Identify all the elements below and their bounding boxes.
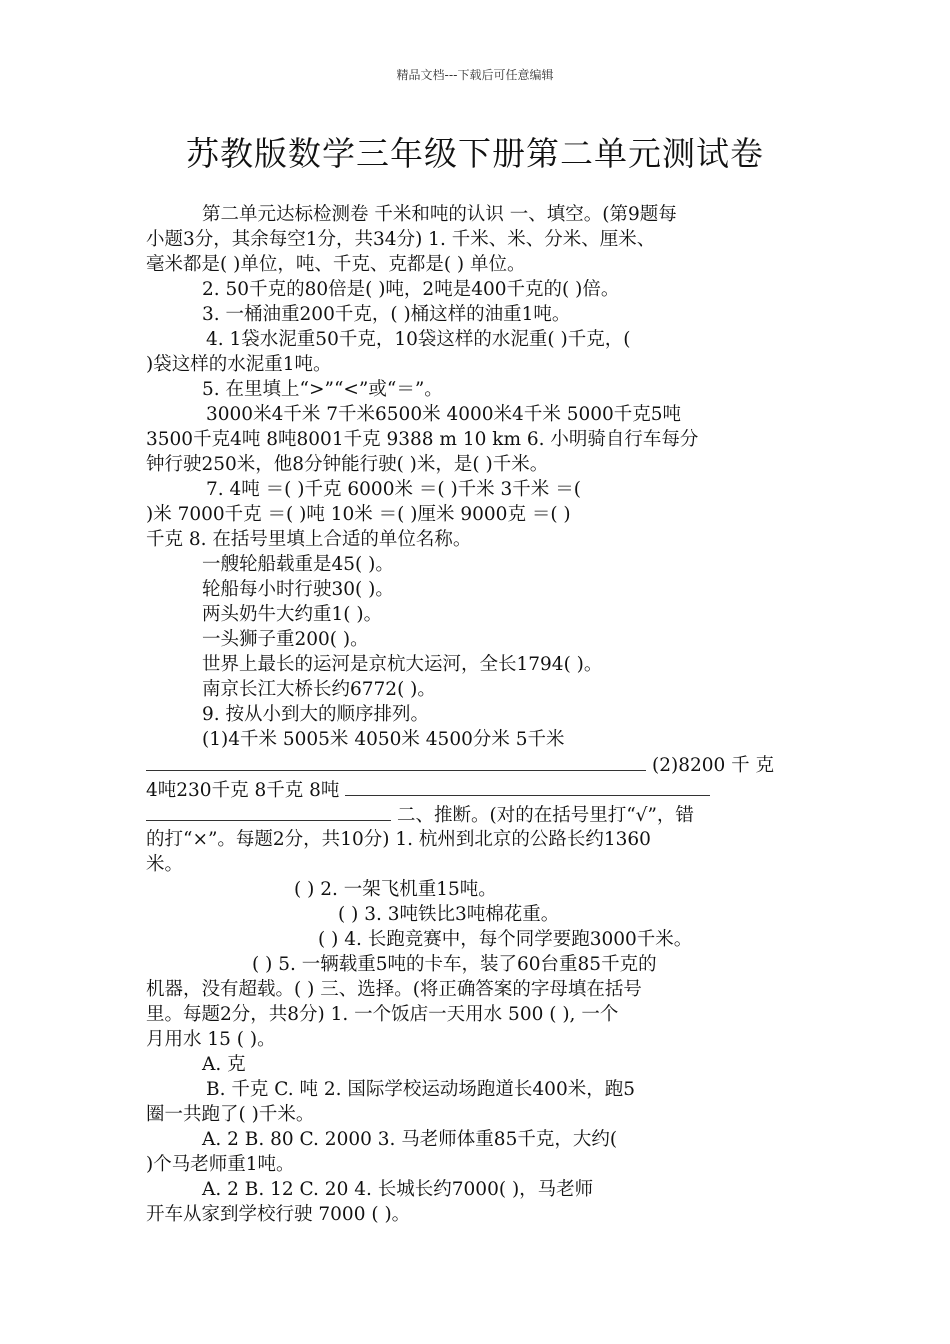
page-title: 苏教版数学三年级下册第二单元测试卷 — [186, 134, 764, 173]
text-line: 一艘轮船载重是45( )。 — [202, 554, 394, 575]
text-line: 4. 1袋水泥重50千克，10袋这样的水泥重( )千克，( — [206, 329, 631, 350]
text-line: 的打“×”。每题2分，共10分) 1. 杭州到北京的公路长约1360 — [146, 829, 651, 850]
text-line: 9. 按从小到大的顺序排列。 — [202, 704, 430, 725]
text-line — [146, 802, 806, 827]
text-line: )个马老师重1吨。 — [146, 1154, 295, 1175]
text-line: )袋这样的水泥重1吨。 — [146, 354, 332, 375]
text-line: 机器，没有超载。( ) 三、选择。(将正确答案的字母填在括号 — [146, 979, 642, 1000]
text-line: )米 7000千克 ＝( )吨 10米 ＝( )厘米 9000克 ＝( ) — [146, 504, 571, 525]
text-line: B. 千克 C. 吨 2. 国际学校运动场跑道长400米，跑5 — [206, 1079, 635, 1100]
text-line: 圈一共跑了( )千米。 — [146, 1104, 315, 1125]
text-line: A. 2 B. 12 C. 20 4. 长城长约7000( )，马老师 — [202, 1179, 594, 1200]
answer-blank — [146, 802, 391, 821]
text-line: 5. 在里填上“>”“<”或“＝”。 — [202, 379, 443, 400]
text-line: 米。 — [146, 854, 184, 875]
text-line: 7. 4吨 ＝( )千克 6000米 ＝( )千米 3千米 ＝( — [206, 479, 581, 500]
text-fragment: 二、推断。(对的在括号里打“√”，错 — [397, 805, 694, 826]
text-line: 开车从家到学校行驶 7000 ( )。 — [146, 1204, 411, 1225]
text-line — [146, 752, 806, 777]
text-line: 小题3分，其余每空1分，共34分) 1. 千米、米、分米、厘米、 — [146, 229, 656, 250]
text-line: 南京长江大桥长约6772( )。 — [202, 679, 436, 700]
text-line: A. 克 — [202, 1054, 246, 1075]
document-body — [146, 202, 806, 1227]
text-line: ( ) 4. 长跑竞赛中，每个同学要跑3000千米。 — [318, 929, 693, 950]
text-line: 第二单元达标检测卷 千米和吨的认识 一、填空。(第9题每 — [202, 204, 677, 225]
text-line: 两头奶牛大约重1( )。 — [202, 604, 383, 625]
answer-blank — [146, 752, 646, 771]
text-line: 一头狮子重200( )。 — [202, 629, 369, 650]
text-line: A. 2 B. 80 C. 2000 3. 马老师体重85千克，大约( — [202, 1129, 618, 1150]
text-line: 月用水 15 ( )。 — [146, 1029, 276, 1050]
text-line: 轮船每小时行驶30( )。 — [202, 579, 394, 600]
text-line: 3500千克4吨 8吨8001千克 9388 m 10 km 6. 小明骑自行车每分 — [146, 429, 699, 450]
text-line — [146, 777, 806, 802]
text-line: ( ) 3. 3吨铁比3吨棉花重。 — [338, 904, 560, 925]
text-line: 千克 8. 在括号里填上合适的单位名称。 — [146, 529, 472, 550]
text-line: 3. 一桶油重200千克，( )桶这样的油重1吨。 — [202, 304, 571, 325]
text-line: 毫米都是( )单位，吨、千克、克都是( ) 单位。 — [146, 254, 526, 275]
text-line: 钟行驶250米，他8分钟能行驶( )米，是( )千米。 — [146, 454, 549, 475]
text-line: 2. 50千克的80倍是( )吨，2吨是400千克的( )倍。 — [202, 279, 620, 300]
text-line: 世界上最长的运河是京杭大运河，全长1794( )。 — [202, 654, 603, 675]
text-line: 3000米4千米 7千米6500米 4000米4千米 5000千克5吨 — [206, 404, 682, 425]
text-fragment: (2)8200 千 克 — [652, 755, 775, 776]
text-line: ( ) 2. 一架飞机重15吨。 — [294, 879, 497, 900]
answer-blank — [345, 777, 710, 796]
text-fragment: 4吨230千克 8千克 8吨 — [146, 780, 340, 801]
text-line: ( ) 5. 一辆载重5吨的卡车，装了60台重85千克的 — [252, 954, 657, 975]
text-line: (1)4千米 5005米 4050米 4500分米 5千米 — [202, 729, 565, 750]
header-note: 精品文档---下载后可任意编辑 — [396, 68, 554, 82]
text-line: 里。每题2分，共8分) 1. 一个饭店一天用水 500 ( ), 一个 — [146, 1004, 619, 1025]
